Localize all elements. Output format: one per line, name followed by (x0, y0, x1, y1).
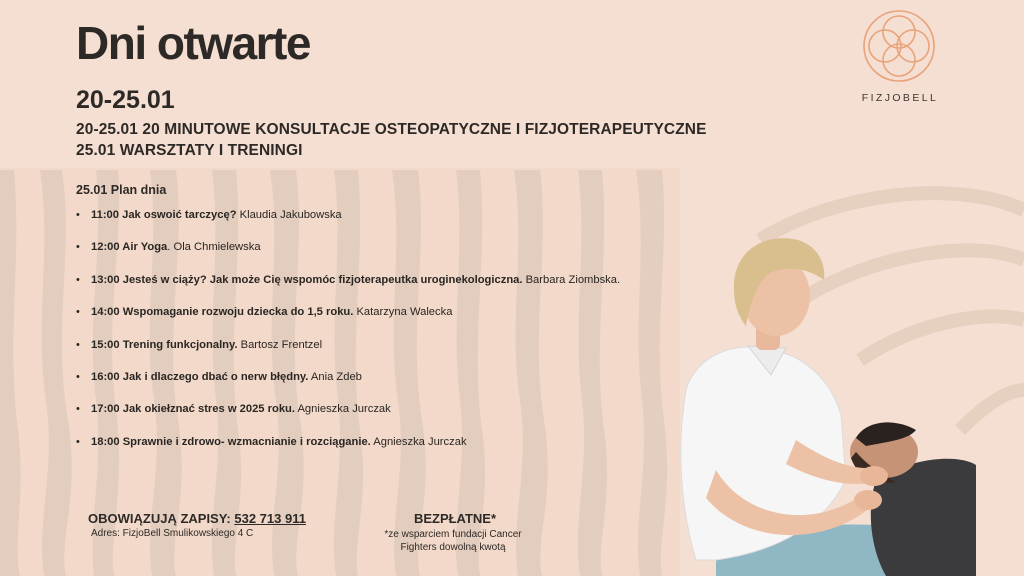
schedule-event: 14:00 Wspomaganie rozwoju dziecka do 1,5 roku. (91, 306, 354, 319)
free-note (373, 528, 533, 554)
schedule-presenter: . Ola Chmielewska (167, 241, 261, 254)
schedule-item (76, 239, 620, 271)
subtitle-workshops: 25.01 WARSZTATY I TRENINGI (76, 142, 303, 159)
free-label: BEZPŁATNE* (413, 511, 497, 526)
schedule-item (76, 401, 620, 433)
bullet-icon (76, 337, 91, 369)
schedule-item (76, 304, 620, 336)
free-note-line: *ze wsparciem fundacji Cancer (384, 529, 522, 540)
registration-phone-link[interactable]: 532 713 911 (234, 511, 306, 526)
schedule-presenter: Klaudia Jakubowska (239, 209, 342, 221)
bullet-icon (76, 369, 91, 401)
bullet-icon (76, 304, 91, 336)
schedule-event: 17:00 Jak okiełznać stres w 2025 roku. (91, 403, 295, 416)
schedule-presenter: Ania Zdeb (308, 370, 362, 383)
event-dates: 20-25.01 (76, 86, 175, 114)
registration-info (88, 511, 306, 526)
schedule-item (76, 434, 620, 466)
therapist-photo (676, 230, 976, 576)
schedule-presenter: Agnieszka Jurczak (294, 403, 391, 416)
bullet-icon (76, 434, 91, 466)
schedule-event: 11:00 Jak oswoić tarczycę? (91, 209, 240, 221)
bullet-icon (76, 272, 91, 304)
schedule-event: 18:00 Sprawnie i zdrowo- wzmacnianie i rozciąganie. (91, 435, 371, 448)
schedule-event: 16:00 Jak i dlaczego dbać o nerw błędny. (91, 370, 309, 383)
schedule-event: 12:00 Air Yoga (91, 241, 168, 254)
brand-name: FIZJOBELL (861, 92, 939, 104)
schedule-event: 13:00 Jesteś w ciąży? Jak może Cię wspomóc fizjoterapeutka uroginekologiczna. (91, 273, 523, 286)
plan-heading: 25.01 Plan dnia (76, 183, 167, 197)
bullet-icon (76, 207, 91, 239)
schedule-presenter: Bartosz Frentzel (237, 338, 323, 351)
fizjobell-logo-icon (861, 8, 937, 84)
free-note-line: Fighters dowolną kwotą (400, 542, 506, 553)
bullet-icon (76, 239, 91, 271)
schedule-item (76, 272, 620, 304)
schedule-event: 15:00 Trening funkcjonalny. (91, 338, 238, 351)
address: Adres: FizjoBell Smulikowskiego 4 C (91, 528, 254, 539)
subtitle-consultations: 20-25.01 20 MINUTOWE KONSULTACJE OSTEOPATYCZNE I FIZJOTERAPEUTYCZNE (76, 121, 707, 138)
bullet-icon (76, 401, 91, 433)
registration-label: OBOWIĄZUJĄ ZAPISY: (88, 511, 235, 526)
schedule-item (76, 207, 620, 239)
schedule-list (76, 207, 620, 466)
schedule-item (76, 337, 620, 369)
schedule-presenter: Agnieszka Jurczak (370, 435, 467, 448)
schedule-presenter: Barbara Ziombska. (522, 273, 621, 286)
schedule-presenter: Katarzyna Walecka (353, 306, 453, 319)
schedule-item (76, 369, 620, 401)
page-title: Dni otwarte (76, 17, 310, 69)
